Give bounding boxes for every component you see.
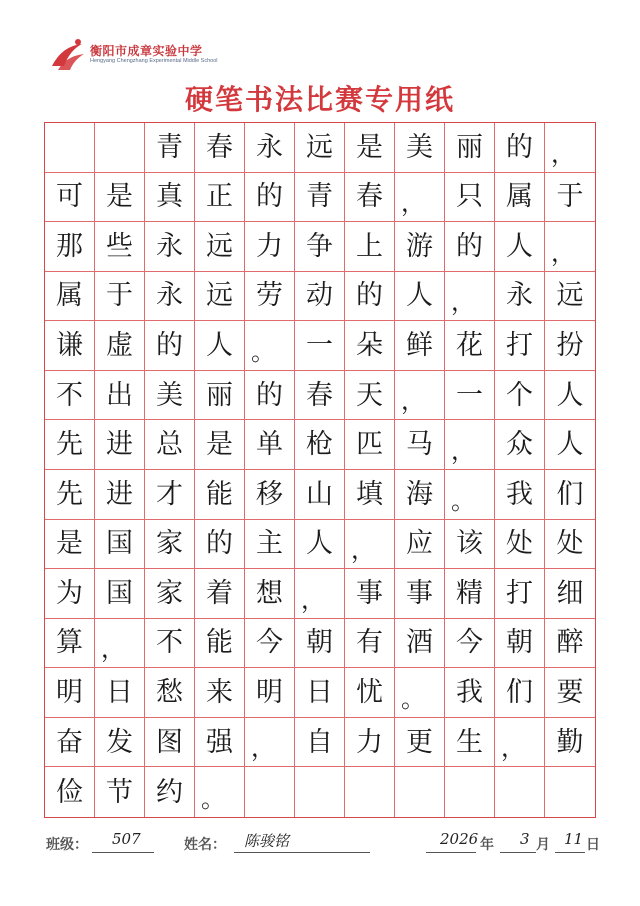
grid-cell: 的 xyxy=(195,520,245,570)
name-underline xyxy=(234,852,370,853)
grid-cell: 。 xyxy=(195,767,245,817)
grid-cell: ， xyxy=(395,173,445,223)
grid-cell: 的 xyxy=(145,321,195,371)
grid-cell: 人 xyxy=(395,272,445,322)
month-underline xyxy=(500,852,536,853)
grid-cell: 个 xyxy=(495,371,545,421)
grid-cell: 海 xyxy=(395,470,445,520)
grid-cell: 勤 xyxy=(545,718,595,768)
grid-cell: 约 xyxy=(145,767,195,817)
grid-cell: 力 xyxy=(345,718,395,768)
grid-cell: 远 xyxy=(195,222,245,272)
grid-cell: 先 xyxy=(45,420,95,470)
grid-cell: 不 xyxy=(45,371,95,421)
grid-cell: ， xyxy=(545,222,595,272)
grid-cell: 上 xyxy=(345,222,395,272)
grid-cell: 属 xyxy=(495,173,545,223)
grid-cell: 忧 xyxy=(345,668,395,718)
grid-cell: 朵 xyxy=(345,321,395,371)
header xyxy=(0,0,640,120)
grid-cell: ， xyxy=(95,619,145,669)
grid-cell: 朝 xyxy=(295,619,345,669)
grid-cell: 们 xyxy=(545,470,595,520)
grid-cell: 家 xyxy=(145,520,195,570)
grid-cell xyxy=(445,767,495,817)
grid-cell xyxy=(395,767,445,817)
grid-cell: 一 xyxy=(295,321,345,371)
school-name-en: Hengyang Chengzhang Experimental Middle School xyxy=(90,58,218,64)
grid-cell: 。 xyxy=(445,470,495,520)
grid-cell: 永 xyxy=(145,272,195,322)
grid-cell: 我 xyxy=(495,470,545,520)
grid-cell: 今 xyxy=(445,619,495,669)
grid-cell: 处 xyxy=(545,520,595,570)
grid-cell: 动 xyxy=(295,272,345,322)
year-label: 年 xyxy=(480,837,494,853)
grid-cell: 更 xyxy=(395,718,445,768)
name-label: 姓名： xyxy=(184,837,226,853)
grid-cell: 进 xyxy=(95,420,145,470)
grid-cell: 些 xyxy=(95,222,145,272)
grid-cell: 人 xyxy=(495,222,545,272)
grid-cell: 可 xyxy=(45,173,95,223)
school-name: 衡阳市成章实验中学 xyxy=(90,44,203,58)
class-value: 507 xyxy=(112,830,141,848)
grid-cell: 远 xyxy=(195,272,245,322)
grid-cell: 劳 xyxy=(245,272,295,322)
grid-cell: ， xyxy=(445,420,495,470)
grid-cell: 想 xyxy=(245,569,295,619)
grid-cell: 来 xyxy=(195,668,245,718)
grid-cell xyxy=(495,767,545,817)
grid-cell: 永 xyxy=(145,222,195,272)
grid-cell: 们 xyxy=(495,668,545,718)
grid-cell: 于 xyxy=(545,173,595,223)
grid-cell: 争 xyxy=(295,222,345,272)
grid-cell: 的 xyxy=(245,173,295,223)
grid-cell: ， xyxy=(445,272,495,322)
grid-cell: 是 xyxy=(95,173,145,223)
grid-cell: 日 xyxy=(95,668,145,718)
school-logo-icon xyxy=(48,36,88,76)
grid-cell: 丽 xyxy=(445,123,495,173)
grid-cell: 是 xyxy=(195,420,245,470)
grid-cell: 发 xyxy=(95,718,145,768)
grid-cell: ， xyxy=(245,718,295,768)
grid-cell: 山 xyxy=(295,470,345,520)
grid-cell: 明 xyxy=(45,668,95,718)
grid-cell: 美 xyxy=(145,371,195,421)
day-underline xyxy=(555,852,585,853)
sheet-title: 硬笔书法比赛专用纸 xyxy=(184,83,455,116)
grid-cell: 酒 xyxy=(395,619,445,669)
grid-cell: 填 xyxy=(345,470,395,520)
class-underline xyxy=(92,852,154,853)
grid-cell: 出 xyxy=(95,371,145,421)
grid-cell: 鲜 xyxy=(395,321,445,371)
name-value: 陈骏铭 xyxy=(244,832,290,850)
grid-cell xyxy=(545,767,595,817)
grid-cell: 打 xyxy=(495,569,545,619)
grid-cell: 的 xyxy=(495,123,545,173)
grid-cell: 春 xyxy=(195,123,245,173)
grid-cell: 美 xyxy=(395,123,445,173)
grid-cell: 的 xyxy=(245,371,295,421)
grid-cell: 着 xyxy=(195,569,245,619)
grid-cell: 处 xyxy=(495,520,545,570)
grid-cell: 的 xyxy=(345,272,395,322)
grid-cell: ， xyxy=(345,520,395,570)
grid-cell: 人 xyxy=(545,371,595,421)
grid-cell: 精 xyxy=(445,569,495,619)
grid-cell: 只 xyxy=(445,173,495,223)
grid-cell: 春 xyxy=(345,173,395,223)
grid-cell: 匹 xyxy=(345,420,395,470)
grid-cell: 远 xyxy=(295,123,345,173)
grid-cell: 游 xyxy=(395,222,445,272)
grid-cell: 春 xyxy=(295,371,345,421)
grid-cell: 强 xyxy=(195,718,245,768)
grid-cell: 不 xyxy=(145,619,195,669)
grid-cell: 谦 xyxy=(45,321,95,371)
grid-cell: 节 xyxy=(95,767,145,817)
grid-cell: 属 xyxy=(45,272,95,322)
grid-cell: 永 xyxy=(245,123,295,173)
grid-cell: 进 xyxy=(95,470,145,520)
grid-cell: 是 xyxy=(345,123,395,173)
grid-cell: 朝 xyxy=(495,619,545,669)
grid-cell: 人 xyxy=(195,321,245,371)
grid-cell: 青 xyxy=(295,173,345,223)
grid-cell: 单 xyxy=(245,420,295,470)
grid-cell: ， xyxy=(395,371,445,421)
grid-cell: 永 xyxy=(495,272,545,322)
grid-cell: 一 xyxy=(445,371,495,421)
grid-cell: 的 xyxy=(445,222,495,272)
grid-cell xyxy=(45,123,95,173)
grid-cell: 能 xyxy=(195,619,245,669)
grid-cell: 能 xyxy=(195,470,245,520)
footer xyxy=(0,828,640,864)
grid-cell: 那 xyxy=(45,222,95,272)
grid-cell: 。 xyxy=(395,668,445,718)
day-value: 11 xyxy=(564,830,584,848)
grid-cell: 国 xyxy=(95,520,145,570)
day-label: 日 xyxy=(586,837,600,853)
grid-cell: 马 xyxy=(395,420,445,470)
grid-cell: 。 xyxy=(245,321,295,371)
grid-cell: 人 xyxy=(545,420,595,470)
grid-cell: 青 xyxy=(145,123,195,173)
grid-cell: 正 xyxy=(195,173,245,223)
class-label: 班级： xyxy=(46,837,88,853)
grid-cell: 国 xyxy=(95,569,145,619)
grid-cell: 于 xyxy=(95,272,145,322)
grid-cell: 生 xyxy=(445,718,495,768)
writing-grid xyxy=(44,122,596,818)
grid-cell: 是 xyxy=(45,520,95,570)
grid-cell: 明 xyxy=(245,668,295,718)
grid-cell: 我 xyxy=(445,668,495,718)
grid-cell: 先 xyxy=(45,470,95,520)
grid-cell xyxy=(295,767,345,817)
grid-cell: ， xyxy=(295,569,345,619)
grid-cell: 虚 xyxy=(95,321,145,371)
grid-cell: 移 xyxy=(245,470,295,520)
grid-cell: 天 xyxy=(345,371,395,421)
grid-cell xyxy=(345,767,395,817)
grid-cell xyxy=(95,123,145,173)
grid-cell: 真 xyxy=(145,173,195,223)
grid-cell: 远 xyxy=(545,272,595,322)
grid-cell: 才 xyxy=(145,470,195,520)
grid-cell: 要 xyxy=(545,668,595,718)
grid-cell: 俭 xyxy=(45,767,95,817)
grid-cell: 花 xyxy=(445,321,495,371)
grid-cell: 家 xyxy=(145,569,195,619)
year-underline xyxy=(426,852,476,853)
grid-cell: 力 xyxy=(245,222,295,272)
grid-cell: ， xyxy=(545,123,595,173)
month-value: 3 xyxy=(520,830,530,848)
grid-cell: 日 xyxy=(295,668,345,718)
grid-cell: 今 xyxy=(245,619,295,669)
grid-cell: 打 xyxy=(495,321,545,371)
grid-cell: 枪 xyxy=(295,420,345,470)
grid-cell: 人 xyxy=(295,520,345,570)
grid-cell: 总 xyxy=(145,420,195,470)
grid-cell: 有 xyxy=(345,619,395,669)
grid-cell: 主 xyxy=(245,520,295,570)
grid-cell: 为 xyxy=(45,569,95,619)
grid-cell: 醉 xyxy=(545,619,595,669)
grid-cell: 图 xyxy=(145,718,195,768)
grid-cell: 自 xyxy=(295,718,345,768)
grid-cell: 事 xyxy=(395,569,445,619)
grid-cell: 应 xyxy=(395,520,445,570)
grid-cell: 愁 xyxy=(145,668,195,718)
grid-cell xyxy=(245,767,295,817)
grid-cell: 细 xyxy=(545,569,595,619)
grid-cell: 算 xyxy=(45,619,95,669)
month-label: 月 xyxy=(536,837,550,853)
grid-cell: 扮 xyxy=(545,321,595,371)
grid-cell: 奋 xyxy=(45,718,95,768)
grid-cell: ， xyxy=(495,718,545,768)
grid-cell: 丽 xyxy=(195,371,245,421)
grid-cell: 众 xyxy=(495,420,545,470)
grid-cell: 事 xyxy=(345,569,395,619)
year-value: 2026 xyxy=(440,830,479,848)
grid-cell: 该 xyxy=(445,520,495,570)
